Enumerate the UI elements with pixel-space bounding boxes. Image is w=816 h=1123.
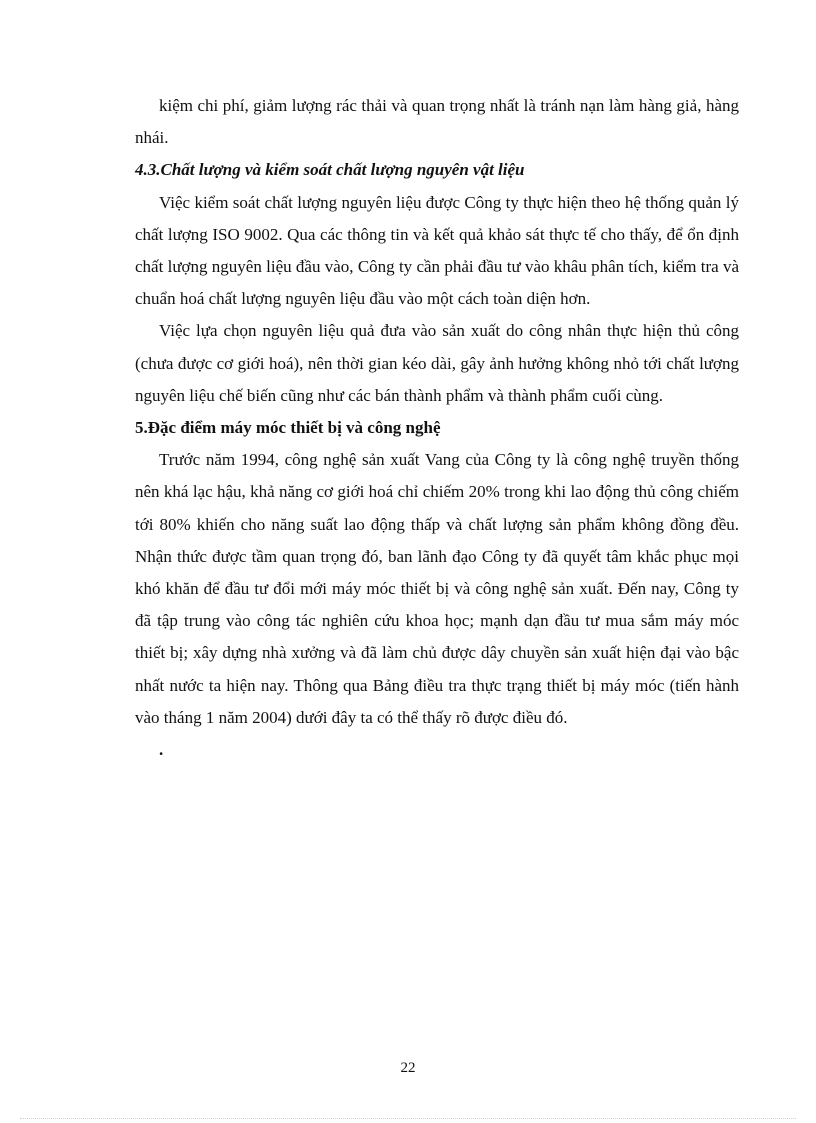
paragraph-material-selection: Việc lựa chọn nguyên liệu quả đưa vào sản xuất do công nhân thực hiện thủ công (chưa được cơ giới hoá), nên thời gian kéo dài, gây ảnh hưởng không nhỏ tới chất lượng nguyên liệu chế biến cũng như các bán thành phẩm và thành phẩm cuối cùng. [135, 321, 739, 405]
page-bottom-divider [20, 1118, 796, 1119]
paragraph-equipment-technology: Trước năm 1994, công nghệ sản xuất Vang của Công ty là công nghệ truyền thống nên khá lạc hậu, khả năng cơ giới hoá chỉ chiếm 20% trong khi lao động thủ công chiếm tới 80% khiến cho năng suất lao động thấp và chất lượng sản phẩm không đồng đều. Nhận thức được tầm quan trọng đó, ban lãnh đạo Công ty đã quyết tâm khắc phục mọi khó khăn để đầu tư đổi mới máy móc thiết bị và công nghệ sản xuất. Đến nay, Công ty đã tập trung vào công tác nghiên cứu khoa học; mạnh dạn đầu tư mua sắm máy móc thiết bị; xây dựng nhà xưởng và đã làm chủ được dây chuyền sản xuất hiện đại vào bậc nhất nước ta hiện nay. Thông qua Bảng điều tra thực trạng thiết bị máy móc (tiến hành vào tháng 1 năm 2004) dưới đây ta có thể thấy rõ được điều đó. [135, 450, 739, 727]
paragraph-intro-continuation: kiệm chi phí, giảm lượng rác thải và quan trọng nhất là tránh nạn làm hàng giả, hàng nhái. [135, 96, 739, 148]
paragraph-quality-control: Việc kiểm soát chất lượng nguyên liệu được Công ty thực hiện theo hệ thống quản lý chất lượng ISO 9002. Qua các thông tin và kết quả khảo sát thực tế cho thấy, để ổn định chất lượng nguyên liệu đầu vào, Công ty cần phải đầu tư vào khâu phân tích, kiểm tra và chuẩn hoá chất lượng nguyên liệu đầu vào một cách toàn diện hơn. [135, 192, 739, 309]
stray-bullet: . [159, 740, 164, 760]
section-heading-4-3: 4.3.Chất lượng và kiểm soát chất lượng nguyên vật liệu [135, 160, 525, 180]
document-body [135, 90, 739, 766]
page-number: 22 [400, 1060, 416, 1076]
section-heading-5: 5.Đặc điểm máy móc thiết bị và công nghệ [135, 418, 441, 438]
